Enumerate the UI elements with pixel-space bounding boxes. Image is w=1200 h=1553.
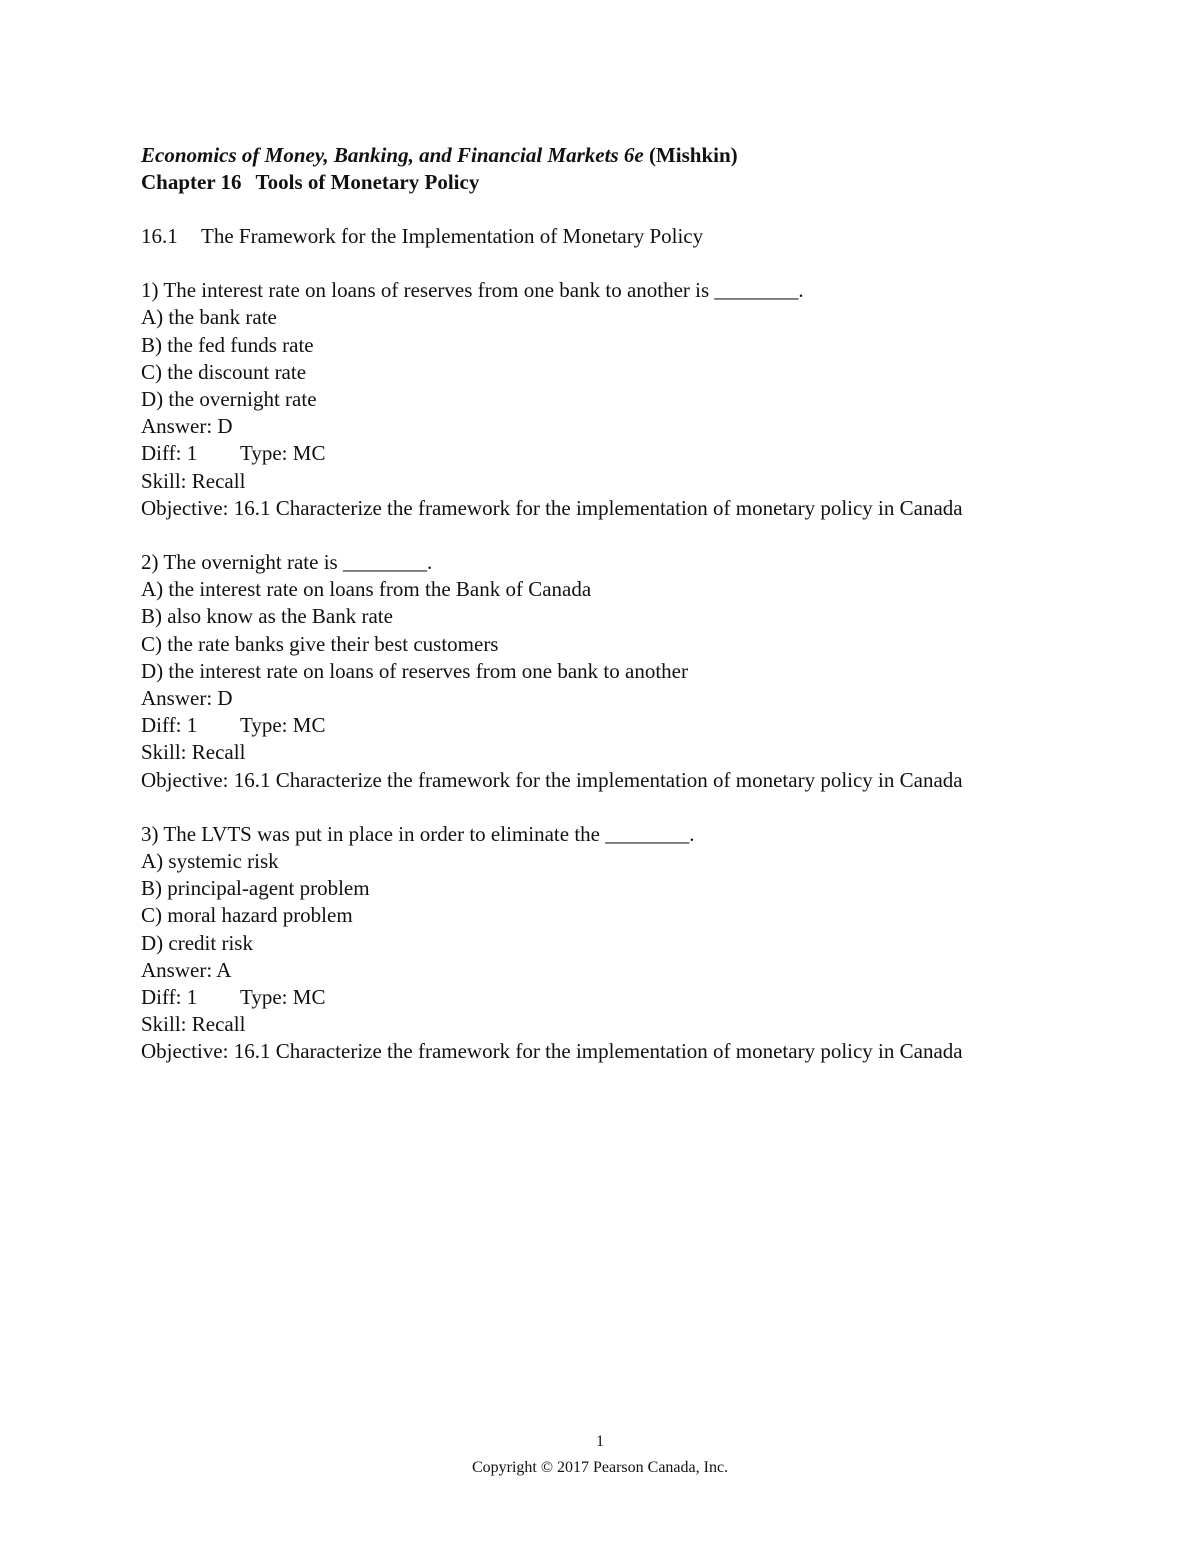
answer-option-c: C) the rate banks give their best customers [141, 631, 499, 656]
skill: Skill: Recall [141, 740, 246, 765]
page-number: 1 [596, 1433, 604, 1450]
document-page [141, 142, 1041, 1066]
difficulty-type-line [141, 712, 1041, 739]
answer-option-d: D) credit risk [141, 930, 253, 955]
answer-key: Answer: D [141, 686, 233, 711]
question-type: Type: MC [240, 713, 326, 738]
answer-option-c: C) the discount rate [141, 359, 307, 384]
section-number: 16.1 [141, 224, 178, 248]
difficulty: Diff: 1 [141, 441, 198, 466]
skill: Skill: Recall [141, 468, 246, 493]
question-stem: 3) The LVTS was put in place in order to eliminate the ________. [141, 821, 695, 846]
difficulty: Diff: 1 [141, 985, 198, 1010]
section-title: The Framework for the Implementation of Monetary Policy [201, 224, 704, 248]
difficulty-type-line [141, 984, 1041, 1011]
chapter-title: Tools of Monetary Policy [255, 170, 480, 194]
question-stem: 1) The interest rate on loans of reserves from one bank to another is ________. [141, 278, 804, 303]
answer-option-d: D) the overnight rate [141, 387, 317, 412]
chapter-title-line [141, 169, 1041, 196]
answer-key: Answer: A [141, 957, 232, 982]
answer-option-c: C) moral hazard problem [141, 903, 353, 928]
answer-option-b: B) principal-agent problem [141, 876, 370, 901]
copyright-notice: Copyright © 2017 Pearson Canada, Inc. [471, 1459, 729, 1476]
question-type: Type: MC [240, 985, 326, 1010]
spacer [141, 794, 1041, 821]
answer-key: Answer: D [141, 414, 233, 439]
difficulty: Diff: 1 [141, 713, 198, 738]
author-name: (Mishkin) [643, 143, 738, 167]
answer-option-b: B) the fed funds rate [141, 332, 314, 357]
answer-option-d: D) the interest rate on loans of reserves from one bank to another [141, 658, 688, 683]
section-heading [141, 223, 1041, 250]
question-type: Type: MC [240, 441, 326, 466]
question-2 [141, 549, 1041, 794]
objective: Objective: 16.1 Characterize the framework for the implementation of monetary policy in Canada [141, 495, 963, 520]
answer-option-a: A) the bank rate [141, 305, 277, 330]
question-stem: 2) The overnight rate is ________. [141, 550, 433, 575]
difficulty-type-line [141, 440, 1041, 467]
book-title-line [141, 142, 1041, 169]
objective: Objective: 16.1 Characterize the framework for the implementation of monetary policy in Canada [141, 767, 963, 792]
spacer [141, 250, 1041, 277]
answer-option-a: A) the interest rate on loans from the Bank of Canada [141, 577, 592, 602]
question-3 [141, 821, 1041, 1066]
answer-option-a: A) systemic risk [141, 849, 279, 874]
book-title: Economics of Money, Banking, and Financial Markets 6e [141, 143, 644, 167]
chapter-label: Chapter 16 [141, 170, 242, 194]
spacer [141, 196, 1041, 223]
objective: Objective: 16.1 Characterize the framework for the implementation of monetary policy in Canada [141, 1039, 963, 1064]
skill: Skill: Recall [141, 1012, 246, 1037]
spacer [141, 522, 1041, 549]
question-1 [141, 277, 1041, 522]
answer-option-b: B) also know as the Bank rate [141, 604, 393, 629]
